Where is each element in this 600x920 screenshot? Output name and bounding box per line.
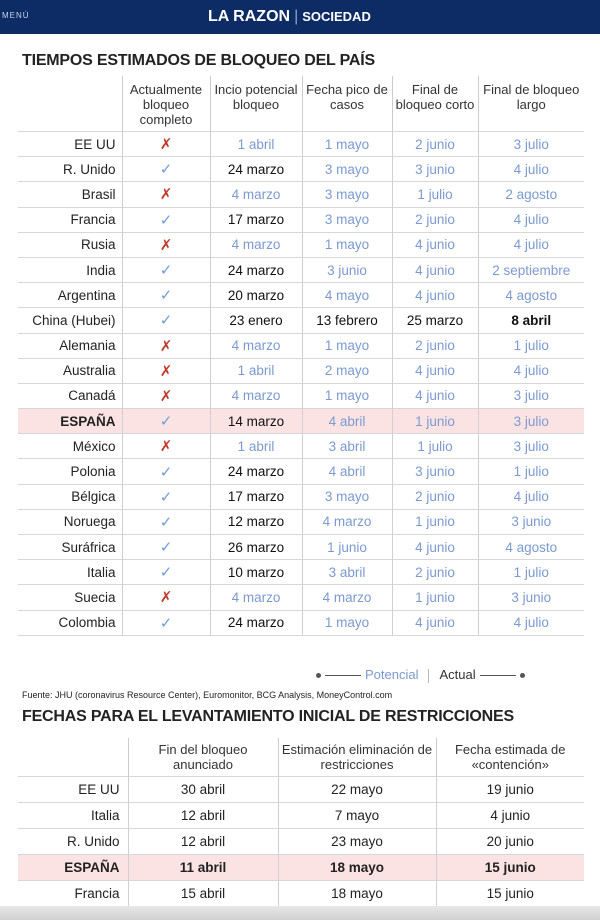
table-row (18, 132, 584, 157)
date-cell: 22 mayo (278, 777, 436, 803)
date-cell: 1 junio (392, 585, 478, 610)
country-name: Francia (18, 207, 122, 232)
date-cell: 25 marzo (392, 308, 478, 333)
date-cell: 30 abril (128, 777, 278, 803)
date-cell: 4 junio (392, 358, 478, 383)
table-row (18, 283, 584, 308)
table-row (18, 459, 584, 484)
table-row (18, 881, 584, 907)
date-cell: 24 marzo (210, 610, 302, 635)
status-cell (122, 535, 210, 560)
top-bar (0, 0, 600, 34)
country-name: Francia (18, 881, 128, 907)
date-cell: 2 junio (392, 207, 478, 232)
country-name: ESPAÑA (18, 409, 122, 434)
legend-line (480, 675, 516, 676)
status-cell (122, 409, 210, 434)
header-long-end: Final de bloqueo largo (478, 76, 584, 132)
restrictions-table-title: FECHAS PARA EL LEVANTAMIENTO INICIAL DE RESTRICCIONES (22, 708, 514, 725)
status-cell (122, 182, 210, 207)
date-cell: 1 mayo (302, 610, 392, 635)
date-cell: 4 abril (302, 459, 392, 484)
country-name: Polonia (18, 459, 122, 484)
date-cell: 3 junio (478, 585, 584, 610)
date-cell: 4 marzo (302, 585, 392, 610)
country-name: R. Unido (18, 829, 128, 855)
table-row (18, 610, 584, 635)
header-announced-end: Fin del bloqueo anunciado (128, 738, 278, 777)
cross-icon: ✗ (159, 236, 173, 254)
date-cell: 2 septiembre (478, 257, 584, 282)
date-cell: 1 abril (210, 132, 302, 157)
country-name: Rusia (18, 232, 122, 257)
legend-dot (316, 673, 321, 678)
date-cell: 2 junio (392, 484, 478, 509)
date-cell: 24 marzo (210, 459, 302, 484)
table-row (18, 157, 584, 182)
status-cell (122, 207, 210, 232)
table-row (18, 803, 584, 829)
date-cell: 4 marzo (210, 182, 302, 207)
check-icon: ✓ (159, 614, 173, 632)
header-empty (18, 738, 128, 777)
menu-button[interactable]: MENÚ (2, 11, 30, 20)
date-cell: 4 junio (392, 283, 478, 308)
status-cell (122, 585, 210, 610)
date-cell: 4 julio (478, 358, 584, 383)
table-row (18, 207, 584, 232)
date-cell: 3 junio (392, 459, 478, 484)
country-name: Italia (18, 803, 128, 829)
check-icon: ✓ (159, 262, 173, 280)
date-cell: 4 junio (392, 257, 478, 282)
date-cell: 14 marzo (210, 409, 302, 434)
date-cell: 4 agosto (478, 535, 584, 560)
cross-icon: ✗ (159, 589, 173, 607)
date-cell: 2 junio (392, 132, 478, 157)
check-icon: ✓ (159, 564, 173, 582)
legend-actual: Actual (439, 667, 476, 682)
check-icon: ✓ (159, 539, 173, 557)
date-cell: 3 mayo (302, 182, 392, 207)
date-cell: 4 marzo (210, 333, 302, 358)
restrictions-table (18, 738, 584, 906)
date-cell: 26 marzo (210, 535, 302, 560)
date-cell: 1 junio (302, 535, 392, 560)
header-short-end: Final de bloqueo corto (392, 76, 478, 132)
date-cell: 1 junio (392, 409, 478, 434)
check-icon: ✓ (159, 161, 173, 179)
table-row (18, 509, 584, 534)
table-row (18, 855, 584, 881)
date-cell: 2 agosto (478, 182, 584, 207)
status-cell (122, 232, 210, 257)
country-name: EE UU (18, 777, 128, 803)
check-icon: ✓ (159, 463, 173, 481)
section-name[interactable]: SOCIEDAD (302, 9, 371, 24)
check-icon: ✓ (159, 488, 173, 506)
date-cell: 19 junio (436, 777, 584, 803)
date-cell: 15 junio (436, 881, 584, 907)
table-row (18, 585, 584, 610)
table-row (18, 829, 584, 855)
status-cell (122, 358, 210, 383)
date-cell: 24 marzo (210, 257, 302, 282)
date-cell: 4 junio (392, 232, 478, 257)
table-row (18, 560, 584, 585)
date-cell: 12 marzo (210, 509, 302, 534)
date-cell: 17 marzo (210, 207, 302, 232)
legend-line (325, 675, 361, 676)
date-cell: 4 abril (302, 409, 392, 434)
date-cell: 1 mayo (302, 333, 392, 358)
date-cell: 3 julio (478, 434, 584, 459)
status-cell (122, 459, 210, 484)
date-cell: 3 julio (478, 409, 584, 434)
date-cell: 1 abril (210, 434, 302, 459)
status-cell (122, 383, 210, 408)
date-cell: 3 mayo (302, 207, 392, 232)
date-cell: 7 mayo (278, 803, 436, 829)
cross-icon: ✗ (159, 362, 173, 380)
status-cell (122, 283, 210, 308)
date-cell: 3 junio (302, 257, 392, 282)
date-cell: 12 abril (128, 829, 278, 855)
legend-potential: Potencial (365, 667, 419, 682)
date-cell: 4 marzo (210, 383, 302, 408)
date-cell: 3 junio (392, 157, 478, 182)
country-name: Alemania (18, 333, 122, 358)
date-cell: 4 julio (478, 610, 584, 635)
country-name: India (18, 257, 122, 282)
table-row (18, 333, 584, 358)
country-name: China (Hubei) (18, 308, 122, 333)
date-cell: 1 mayo (302, 132, 392, 157)
country-name: ESPAÑA (18, 855, 128, 881)
country-name: Colombia (18, 610, 122, 635)
date-cell: 2 mayo (302, 358, 392, 383)
date-cell: 1 julio (478, 459, 584, 484)
brand-name: LA RAZON (208, 8, 291, 25)
header-potential-start: Incio potencial bloqueo (210, 76, 302, 132)
header-full-lockdown: Actualmente bloqueo completo (122, 76, 210, 132)
date-cell: 4 julio (478, 484, 584, 509)
date-cell: 4 julio (478, 157, 584, 182)
date-cell: 4 junio (392, 383, 478, 408)
date-cell: 18 mayo (278, 881, 436, 907)
date-cell: 15 junio (436, 855, 584, 881)
date-cell: 20 junio (436, 829, 584, 855)
date-cell: 1 mayo (302, 232, 392, 257)
cross-icon: ✗ (159, 186, 173, 204)
status-cell (122, 257, 210, 282)
date-cell: 20 marzo (210, 283, 302, 308)
date-cell: 4 marzo (302, 509, 392, 534)
country-name: R. Unido (18, 157, 122, 182)
cross-icon: ✗ (159, 136, 173, 154)
table-row (18, 777, 584, 803)
date-cell: 1 julio (478, 560, 584, 585)
brand-logo[interactable]: LA RAZON | SOCIEDAD (208, 8, 371, 25)
date-cell: 4 agosto (478, 283, 584, 308)
date-cell: 3 mayo (302, 484, 392, 509)
status-cell (122, 434, 210, 459)
date-cell: 4 julio (478, 207, 584, 232)
table-header-row (18, 76, 584, 132)
check-icon: ✓ (159, 287, 173, 305)
date-cell: 4 junio (436, 803, 584, 829)
country-name: Italia (18, 560, 122, 585)
date-cell: 23 mayo (278, 829, 436, 855)
status-cell (122, 308, 210, 333)
date-cell: 4 marzo (210, 585, 302, 610)
table-row (18, 484, 584, 509)
country-name: Bélgica (18, 484, 122, 509)
table-row (18, 434, 584, 459)
country-name: EE UU (18, 132, 122, 157)
table-row (18, 358, 584, 383)
date-cell: 3 mayo (302, 157, 392, 182)
lockdown-table-title: TIEMPOS ESTIMADOS DE BLOQUEO DEL PAÍS (22, 52, 375, 69)
date-cell: 1 junio (392, 509, 478, 534)
date-cell: 4 marzo (210, 232, 302, 257)
cross-icon: ✗ (159, 387, 173, 405)
date-cell: 10 marzo (210, 560, 302, 585)
date-cell: 1 julio (392, 182, 478, 207)
date-cell: 18 mayo (278, 855, 436, 881)
legend (316, 667, 525, 683)
check-icon: ✓ (159, 312, 173, 330)
cross-icon: ✗ (159, 337, 173, 355)
country-name: Noruega (18, 509, 122, 534)
date-cell: 24 marzo (210, 157, 302, 182)
status-cell (122, 509, 210, 534)
date-cell: 4 junio (392, 535, 478, 560)
date-cell: 3 abril (302, 560, 392, 585)
date-cell: 1 abril (210, 358, 302, 383)
table-row (18, 232, 584, 257)
country-name: Australia (18, 358, 122, 383)
date-cell: 4 junio (392, 610, 478, 635)
status-cell (122, 333, 210, 358)
status-cell (122, 132, 210, 157)
country-name: Brasil (18, 182, 122, 207)
table-row (18, 409, 584, 434)
table-row (18, 535, 584, 560)
status-cell (122, 484, 210, 509)
table-row (18, 182, 584, 207)
table-row (18, 257, 584, 282)
date-cell: 3 junio (478, 509, 584, 534)
date-cell: 11 abril (128, 855, 278, 881)
date-cell: 1 julio (392, 434, 478, 459)
date-cell: 17 marzo (210, 484, 302, 509)
lockdown-table (18, 76, 584, 636)
country-name: Suráfrica (18, 535, 122, 560)
table-header-row (18, 738, 584, 777)
date-cell: 2 junio (392, 560, 478, 585)
status-cell (122, 560, 210, 585)
country-name: Argentina (18, 283, 122, 308)
date-cell: 23 enero (210, 308, 302, 333)
date-cell: 2 junio (392, 333, 478, 358)
header-containment-date: Fecha estimada de «contención» (436, 738, 584, 777)
country-name: México (18, 434, 122, 459)
status-cell (122, 610, 210, 635)
date-cell: 3 abril (302, 434, 392, 459)
table-row (18, 308, 584, 333)
date-cell: 12 abril (128, 803, 278, 829)
date-cell: 3 julio (478, 383, 584, 408)
country-name: Suecia (18, 585, 122, 610)
country-name: Canadá (18, 383, 122, 408)
cropped-row (0, 906, 600, 920)
date-cell: 4 julio (478, 232, 584, 257)
header-restrictions-removal: Estimación eliminación de restricciones (278, 738, 436, 777)
source-note: Fuente: JHU (coronavirus Resource Center), Euromonitor, BCG Analysis, MoneyControl.com (22, 690, 393, 700)
check-icon: ✓ (159, 413, 173, 431)
date-cell: 3 julio (478, 132, 584, 157)
date-cell: 13 febrero (302, 308, 392, 333)
date-cell: 1 mayo (302, 383, 392, 408)
check-icon: ✓ (159, 211, 173, 229)
legend-dot (520, 673, 525, 678)
check-icon: ✓ (159, 513, 173, 531)
date-cell: 1 julio (478, 333, 584, 358)
date-cell: 4 mayo (302, 283, 392, 308)
header-empty (18, 76, 122, 132)
cross-icon: ✗ (159, 438, 173, 456)
date-cell: 15 abril (128, 881, 278, 907)
table-row (18, 383, 584, 408)
status-cell (122, 157, 210, 182)
header-peak-date: Fecha pico de casos (302, 76, 392, 132)
date-cell: 8 abril (478, 308, 584, 333)
